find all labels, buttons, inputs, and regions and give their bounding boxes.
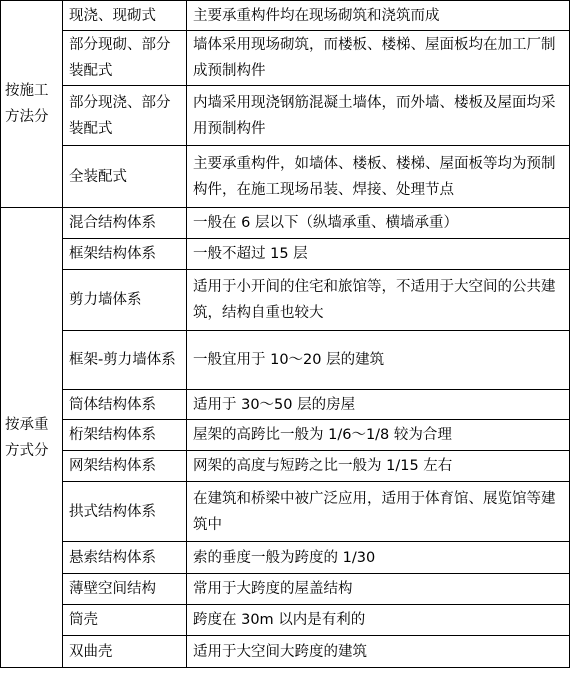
- structure-description: 一般宜用于 10～20 层的建筑: [187, 331, 570, 390]
- structure-name: 双曲壳: [63, 636, 187, 668]
- structure-description: 一般在 6 层以下（纵墙承重、横墙承重）: [187, 208, 570, 239]
- table-row: [1, 1, 570, 31]
- table-row: [1, 86, 570, 146]
- table-row: [1, 420, 570, 451]
- structure-name: 框架-剪力墙体系: [63, 331, 187, 390]
- table-row: [1, 239, 570, 270]
- structure-name: 现浇、现砌式: [63, 1, 187, 31]
- structure-description: 跨度在 30m 以内是有利的: [187, 605, 570, 636]
- structure-description: 网架的高度与短跨之比一般为 1/15 左右: [187, 451, 570, 482]
- structure-description: 墙体采用现场砌筑，而楼板、楼梯、屋面板均在加工厂制成预制构件: [187, 31, 570, 86]
- table-row: [1, 146, 570, 208]
- structure-name: 筒壳: [63, 605, 187, 636]
- table-row: [1, 636, 570, 668]
- table-row: [1, 331, 570, 390]
- structure-description: 适用于 30～50 层的房屋: [187, 390, 570, 420]
- table-row: [1, 451, 570, 482]
- table-row: [1, 31, 570, 86]
- structure-name: 筒体结构体系: [63, 390, 187, 420]
- structure-name: 混合结构体系: [63, 208, 187, 239]
- structure-description: 适用于大空间大跨度的建筑: [187, 636, 570, 668]
- structure-name: 部分现砌、部分装配式: [63, 31, 187, 86]
- structure-name: 部分现浇、部分装配式: [63, 86, 187, 146]
- structure-description: 屋架的高跨比一般为 1/6～1/8 较为合理: [187, 420, 570, 451]
- structure-name: 网架结构体系: [63, 451, 187, 482]
- table-row: [1, 390, 570, 420]
- structure-description: 主要承重构件，如墙体、楼板、楼梯、屋面板等均为预制构件，在施工现场吊装、焊接、处理节点: [187, 146, 570, 208]
- structure-description: 在建筑和桥梁中被广泛应用，适用于体育馆、展览馆等建筑中: [187, 482, 570, 542]
- structure-description: 主要承重构件均在现场砌筑和浇筑而成: [187, 1, 570, 31]
- structure-description: 索的垂度一般为跨度的 1/30: [187, 542, 570, 574]
- category-cell: 按施工方法分: [1, 1, 63, 208]
- table-row: [1, 605, 570, 636]
- structure-description: 适用于小开间的住宅和旅馆等，不适用于大空间的公共建筑，结构自重也较大: [187, 270, 570, 331]
- category-cell: 按承重方式分: [1, 208, 63, 668]
- structure-name: 悬索结构体系: [63, 542, 187, 574]
- structure-description: 一般不超过 15 层: [187, 239, 570, 270]
- structure-description: 常用于大跨度的屋盖结构: [187, 574, 570, 605]
- structure-name: 拱式结构体系: [63, 482, 187, 542]
- table-row: [1, 482, 570, 542]
- table-row: [1, 270, 570, 331]
- structure-name: 全装配式: [63, 146, 187, 208]
- structure-name: 桁架结构体系: [63, 420, 187, 451]
- table-row: [1, 574, 570, 605]
- structure-name: 薄壁空间结构: [63, 574, 187, 605]
- structure-name: 剪力墙体系: [63, 270, 187, 331]
- table-row: [1, 542, 570, 574]
- table-row: [1, 208, 570, 239]
- structure-name: 框架结构体系: [63, 239, 187, 270]
- structure-description: 内墙采用现浇钢筋混凝土墙体，而外墙、楼板及屋面均采用预制构件: [187, 86, 570, 146]
